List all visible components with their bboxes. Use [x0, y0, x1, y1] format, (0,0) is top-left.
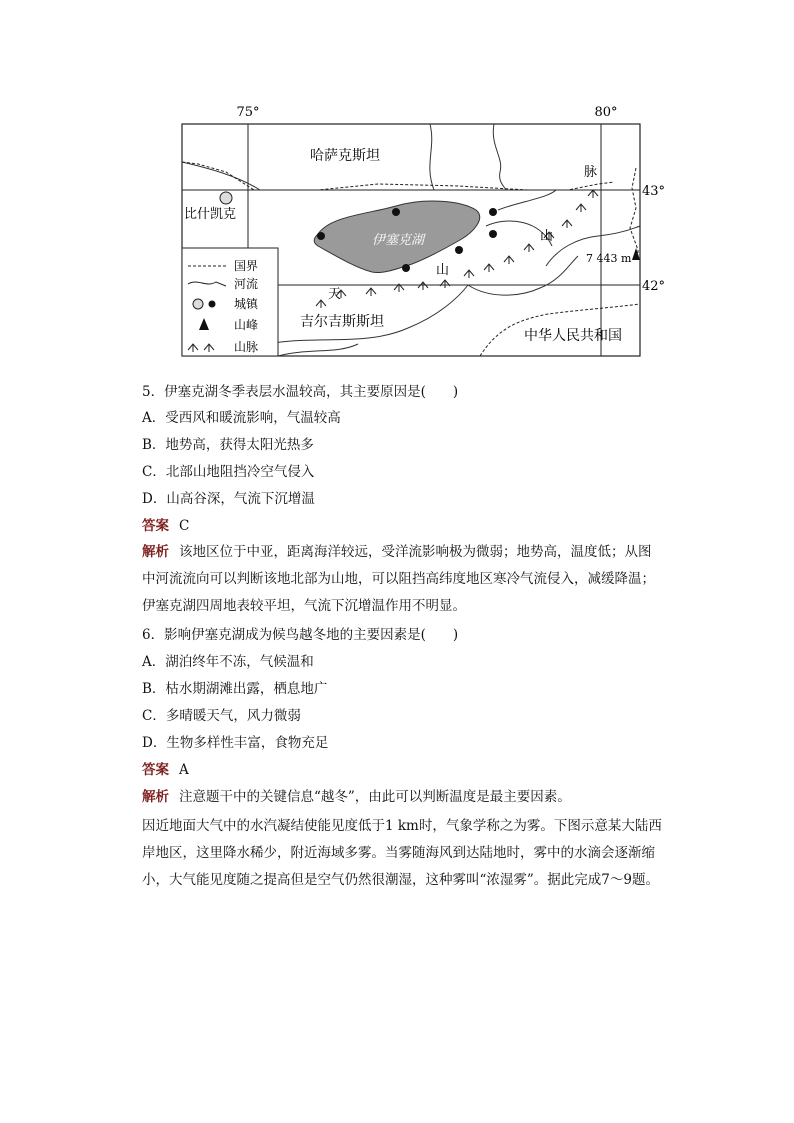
label-bishkek: 比什凯克 [184, 207, 237, 222]
river-south-2 [468, 256, 578, 295]
legend-label-river: 河流 [234, 277, 259, 291]
lat-42-label: 42° [642, 279, 666, 294]
q6-option-d: D．生物多样性丰富，食物充足 [142, 735, 329, 751]
town-icon [193, 299, 203, 309]
label-tian: 天 [328, 287, 342, 302]
label-lake: 伊塞克湖 [372, 233, 425, 248]
q5-option-b: B．地势高，获得太阳光热多 [142, 437, 314, 453]
legend-label-range: 山脉 [234, 340, 259, 354]
legend-label-border: 国界 [234, 259, 259, 273]
peak-7443-icon [632, 248, 640, 260]
river-north-1 [430, 124, 434, 190]
q5-answer-value: C [179, 518, 190, 534]
q6-analysis-text: 注意题干中的关键信息“越冬”，由此可以判断温度是最主要因素。 [179, 789, 571, 805]
q6-question: 6．影响伊塞克湖成为候鸟越冬地的主要因素是( ) [142, 627, 459, 643]
lon-80-label: 80° [594, 105, 618, 120]
label-shan-south: 山 [436, 263, 450, 278]
q6-analysis [142, 784, 662, 811]
lat-43-label: 43° [642, 184, 666, 199]
q5-option-c: C．北部山地阻挡冷空气侵入 [142, 464, 315, 480]
q5-option-a: A．受西风和暖流影响，气温较高 [142, 410, 341, 426]
bishkek-town-icon [220, 192, 232, 204]
river-north-2 [493, 124, 506, 190]
q5-option-d: D．山高谷深，气流下沉增温 [142, 491, 315, 507]
q6-answer-label: 答案 [142, 762, 169, 778]
q5-answer [142, 516, 189, 536]
town-3 [402, 264, 410, 272]
q5-analysis [142, 539, 662, 620]
q6-option-c: C．多晴暖天气，风力微弱 [142, 708, 301, 724]
q6-answer [142, 760, 189, 780]
river-south-3 [278, 344, 358, 356]
label-kyrgyzstan: 吉尔吉斯斯坦 [300, 314, 384, 330]
town-4 [455, 246, 463, 254]
label-peak: 7 443 m [586, 252, 632, 265]
intro-paragraph: 因近地面大气中的水汽凝结使能见度低于1 km时，气象学称之为雾。下图示意某大陆西岸地区，这里降水稀少，附近海域多雾。当雾随海风到达陆地时，雾中的水滴会逐渐缩小，大气能见度随之提高但是空气仍然很潮湿，这种雾叫“浓湿雾”。据此完成7～9题。 [142, 818, 662, 888]
town-6 [489, 230, 497, 238]
border-kaz-kgz [182, 162, 614, 190]
issyk-kul-map [168, 98, 666, 360]
border-kgz-chn [630, 168, 638, 260]
town-1 [392, 208, 400, 216]
q6-answer-value: A [179, 762, 189, 778]
river-east-2 [498, 190, 556, 210]
label-shan-east: 山 [540, 229, 554, 244]
q6-option-a: A．湖泊终年不冻，气候温和 [142, 654, 314, 670]
town-5 [489, 208, 497, 216]
q5-answer-label: 答案 [142, 518, 169, 534]
town-2 [317, 232, 325, 240]
label-mai: 脉 [584, 165, 598, 180]
q6-option-b: B．枯水期湖滩出露，栖息地广 [142, 681, 328, 697]
label-china: 中华人民共和国 [524, 328, 622, 344]
q5-question: 5．伊塞克湖冬季表层水温较高，其主要原因是( ) [142, 384, 459, 400]
q6-analysis-label: 解析 [142, 789, 169, 805]
lon-75-label: 75° [236, 105, 260, 120]
map-legend [182, 248, 278, 356]
town-dot-icon [209, 301, 216, 308]
legend-label-town: 城镇 [234, 297, 259, 311]
q5-analysis-label: 解析 [142, 544, 169, 560]
legend-label-peak: 山峰 [234, 318, 259, 332]
q5-analysis-text: 该地区位于中亚，距离海洋较远，受洋流影响极为微弱；地势高，温度低；从图中河流流向可以判断该地北部为山地，可以阻挡高纬度地区寒冷气流侵入，减缓降温；伊塞克湖四周地表较平坦，气流下沉增温作用不明显。 [142, 544, 655, 614]
label-kazakhstan: 哈萨克斯坦 [310, 148, 380, 164]
